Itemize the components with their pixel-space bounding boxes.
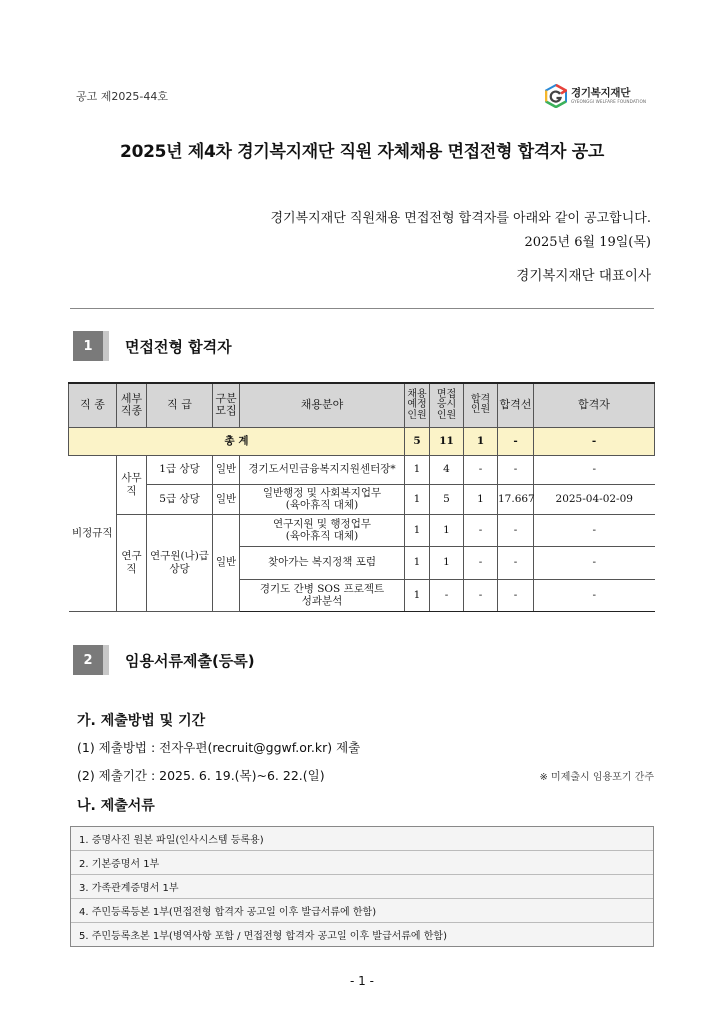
results-table	[68, 382, 655, 612]
field-cell: 일반행정 및 사회복지업무 (육아휴직 대체)	[240, 484, 405, 514]
planned-cell: 1	[405, 546, 430, 579]
total-planned: 5	[405, 427, 430, 455]
table-row	[69, 455, 655, 484]
cutoff-cell: 17.667	[498, 484, 534, 514]
applicants-cell: -	[430, 579, 464, 611]
category-cell: 일반	[213, 514, 240, 611]
result-cell: 2025-04-02-09	[534, 484, 655, 514]
field-cell: 찾아가는 복지정책 포럼	[240, 546, 405, 579]
sub-type-cell: 연구직	[117, 514, 147, 611]
intro-text: 경기복지재단 직원채용 면접전형 합격자를 아래와 같이 공고합니다.	[270, 211, 651, 226]
header-category: 구분 모집	[213, 383, 240, 427]
passed-cell: -	[464, 546, 498, 579]
field-cell: 연구지원 및 행정업무 (육아휴직 대체)	[240, 514, 405, 546]
section-1-heading	[73, 331, 232, 361]
document-title: 2025년 제4차 경기복지재단 직원 자체채용 면접전형 합격자 공고	[120, 142, 604, 162]
cutoff-cell: -	[498, 546, 534, 579]
planned-cell: 1	[405, 455, 430, 484]
signature: 경기복지재단 대표이사	[516, 268, 651, 284]
field-cell: 경기도 간병 SOS 프로젝트 성과분석	[240, 579, 405, 611]
job-type-cell: 비정규직	[69, 455, 117, 611]
documents-list	[70, 826, 654, 947]
header-applicants: 면접 응시 인원	[430, 383, 464, 427]
list-item: 5. 주민등록초본 1부(병역사항 포함 / 면접전형 합격자 공고일 이후 발급서류에 한함)	[79, 931, 447, 942]
total-passed: 1	[464, 427, 498, 455]
result-cell: -	[534, 514, 655, 546]
grade-cell: 연구원(나)급 상당	[147, 514, 213, 611]
header-grade: 직 급	[147, 383, 213, 427]
planned-cell: 1	[405, 579, 430, 611]
header-field: 채용분야	[240, 383, 405, 427]
header-result: 합격자	[534, 383, 655, 427]
total-label: 총 계	[69, 427, 405, 455]
passed-cell: -	[464, 579, 498, 611]
field-cell: 경기도서민금융복지지원센터장*	[240, 455, 405, 484]
section-2-number: 2	[73, 645, 103, 675]
notice-number: 공고 제2025-44호	[76, 90, 168, 103]
planned-cell: 1	[405, 484, 430, 514]
header-cutoff: 합격선	[498, 383, 534, 427]
section-2-bar	[103, 645, 109, 675]
submission-notice: ※ 미제출시 임용포기 간주	[539, 772, 654, 783]
applicants-cell: 5	[430, 484, 464, 514]
logo-subtitle: GYEONGGI WELFARE FOUNDATION	[571, 99, 647, 105]
foundation-logo-icon	[545, 84, 567, 108]
section-2-title: 임용서류제출(등록)	[125, 651, 255, 670]
method-heading: 가. 제출방법 및 기간	[77, 713, 206, 729]
divider	[70, 308, 654, 309]
announcement-date: 2025년 6월 19일(목)	[524, 235, 651, 250]
applicants-cell: 1	[430, 514, 464, 546]
result-cell: -	[534, 546, 655, 579]
section-2-heading	[73, 645, 255, 675]
docs-heading: 나. 제출서류	[77, 798, 155, 814]
grade-cell: 5급 상당	[147, 484, 213, 514]
submission-period: (2) 제출기간 : 2025. 6. 19.(목)~6. 22.(일)	[77, 768, 325, 783]
section-1-bar	[103, 331, 109, 361]
section-1-title: 면접전형 합격자	[125, 337, 232, 356]
header-job-type: 직 종	[69, 383, 117, 427]
cutoff-cell: -	[498, 514, 534, 546]
table-row	[69, 514, 655, 546]
header-passed: 합격 인원	[464, 383, 498, 427]
applicants-cell: 1	[430, 546, 464, 579]
result-cell: -	[534, 455, 655, 484]
total-cutoff: -	[498, 427, 534, 455]
planned-cell: 1	[405, 514, 430, 546]
header-sub-type: 세부 직종	[117, 383, 147, 427]
total-applicants: 11	[430, 427, 464, 455]
category-cell: 일반	[213, 484, 240, 514]
passed-cell: 1	[464, 484, 498, 514]
grade-cell: 1급 상당	[147, 455, 213, 484]
cutoff-cell: -	[498, 455, 534, 484]
cutoff-cell: -	[498, 579, 534, 611]
list-item: 2. 기본증명서 1부	[71, 851, 653, 875]
sub-type-cell: 사무직	[117, 455, 147, 514]
submission-method: (1) 제출방법 : 전자우편(recruit@ggwf.or.kr) 제출	[77, 740, 361, 755]
foundation-logo	[545, 82, 655, 110]
list-item: 4. 주민등록등본 1부(면접전형 합격자 공고일 이후 발급서류에 한함)	[71, 899, 653, 923]
applicants-cell: 4	[430, 455, 464, 484]
result-cell: -	[534, 579, 655, 611]
passed-cell: -	[464, 514, 498, 546]
list-item: 3. 가족관계증명서 1부	[71, 875, 653, 899]
category-cell: 일반	[213, 455, 240, 484]
table-row	[69, 484, 655, 514]
logo-name: 경기복지재단	[571, 86, 631, 99]
passed-cell: -	[464, 455, 498, 484]
total-result: -	[534, 427, 655, 455]
list-item: 1. 증명사진 원본 파일(인사시스템 등록용)	[71, 827, 653, 851]
page-number: - 1 -	[350, 974, 374, 988]
header-planned: 채용 예정 인원	[405, 383, 430, 427]
section-1-number: 1	[73, 331, 103, 361]
